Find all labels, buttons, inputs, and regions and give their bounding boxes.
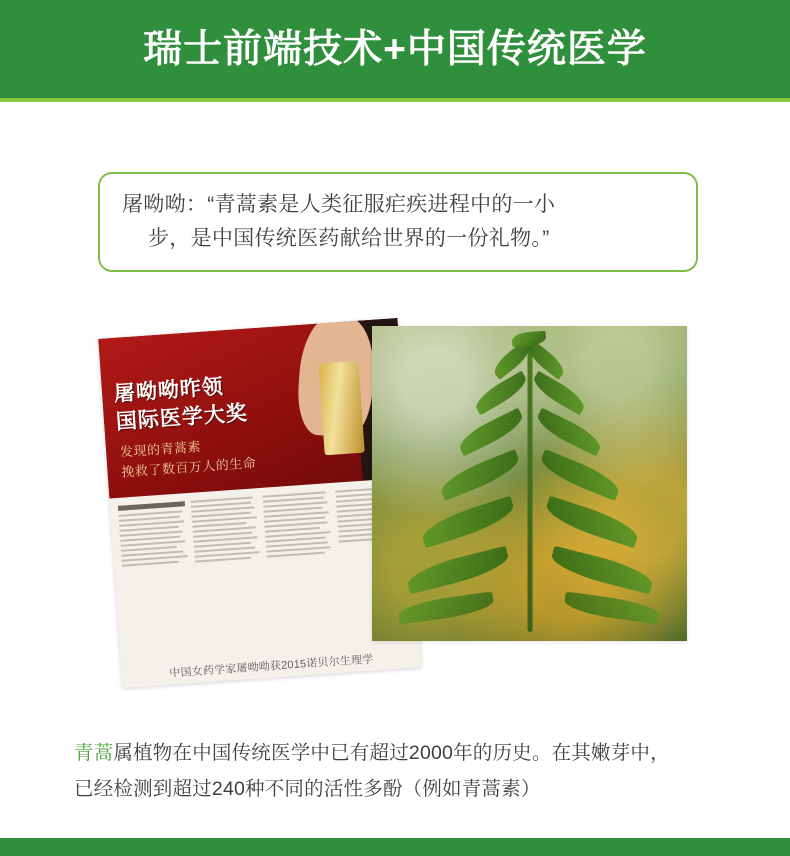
body-paragraph bbox=[74, 735, 722, 807]
quote-callout-box bbox=[98, 172, 698, 272]
newspaper-caption: 中国女药学家屠呦呦获2015诺贝尔生理学 bbox=[169, 653, 374, 680]
newspaper-photo-region bbox=[98, 318, 408, 499]
newspaper-column-title bbox=[118, 501, 185, 511]
newspaper-text-line bbox=[194, 557, 251, 563]
plant-photograph bbox=[372, 326, 687, 641]
header-underline-divider bbox=[0, 98, 790, 102]
page-title: 瑞士前端技术+中国传统医学 bbox=[143, 27, 647, 71]
body-line-1-rest: 属植物在中国传统医学中已有超过2000年的历史。在其嫩芽中， bbox=[113, 742, 670, 764]
body-line-2: 已经检测到超过240种不同的活性多酚（例如青蒿素） bbox=[74, 778, 541, 800]
newspaper-subhead-line-2: 挽救了数百万人的生命 bbox=[120, 455, 257, 480]
plant-main-stem bbox=[527, 342, 532, 632]
newspaper-subhead-line-1: 发现的青蒿素 bbox=[119, 439, 202, 460]
newspaper-headline-line-2: 国际医学大奖 bbox=[115, 401, 249, 434]
body-line-1 bbox=[74, 735, 722, 771]
newspaper-headline-line-1: 屠呦呦昨领 bbox=[113, 375, 225, 406]
footer-band bbox=[0, 838, 790, 856]
header-banner bbox=[0, 0, 790, 98]
newspaper-text-line bbox=[122, 561, 179, 567]
quote-line-2: 步，是中国传统医药献给世界的一份礼物。” bbox=[148, 227, 550, 250]
body-highlight-term: 青蒿 bbox=[74, 742, 114, 764]
trophy-icon bbox=[318, 361, 364, 456]
quote-line-1: 屠呦呦：“青蒿素是人类征服疟疾进程中的一小 bbox=[122, 193, 556, 216]
newspaper-text-line bbox=[267, 552, 325, 558]
newspaper-text-line bbox=[192, 516, 257, 523]
photo-collage bbox=[0, 300, 790, 690]
